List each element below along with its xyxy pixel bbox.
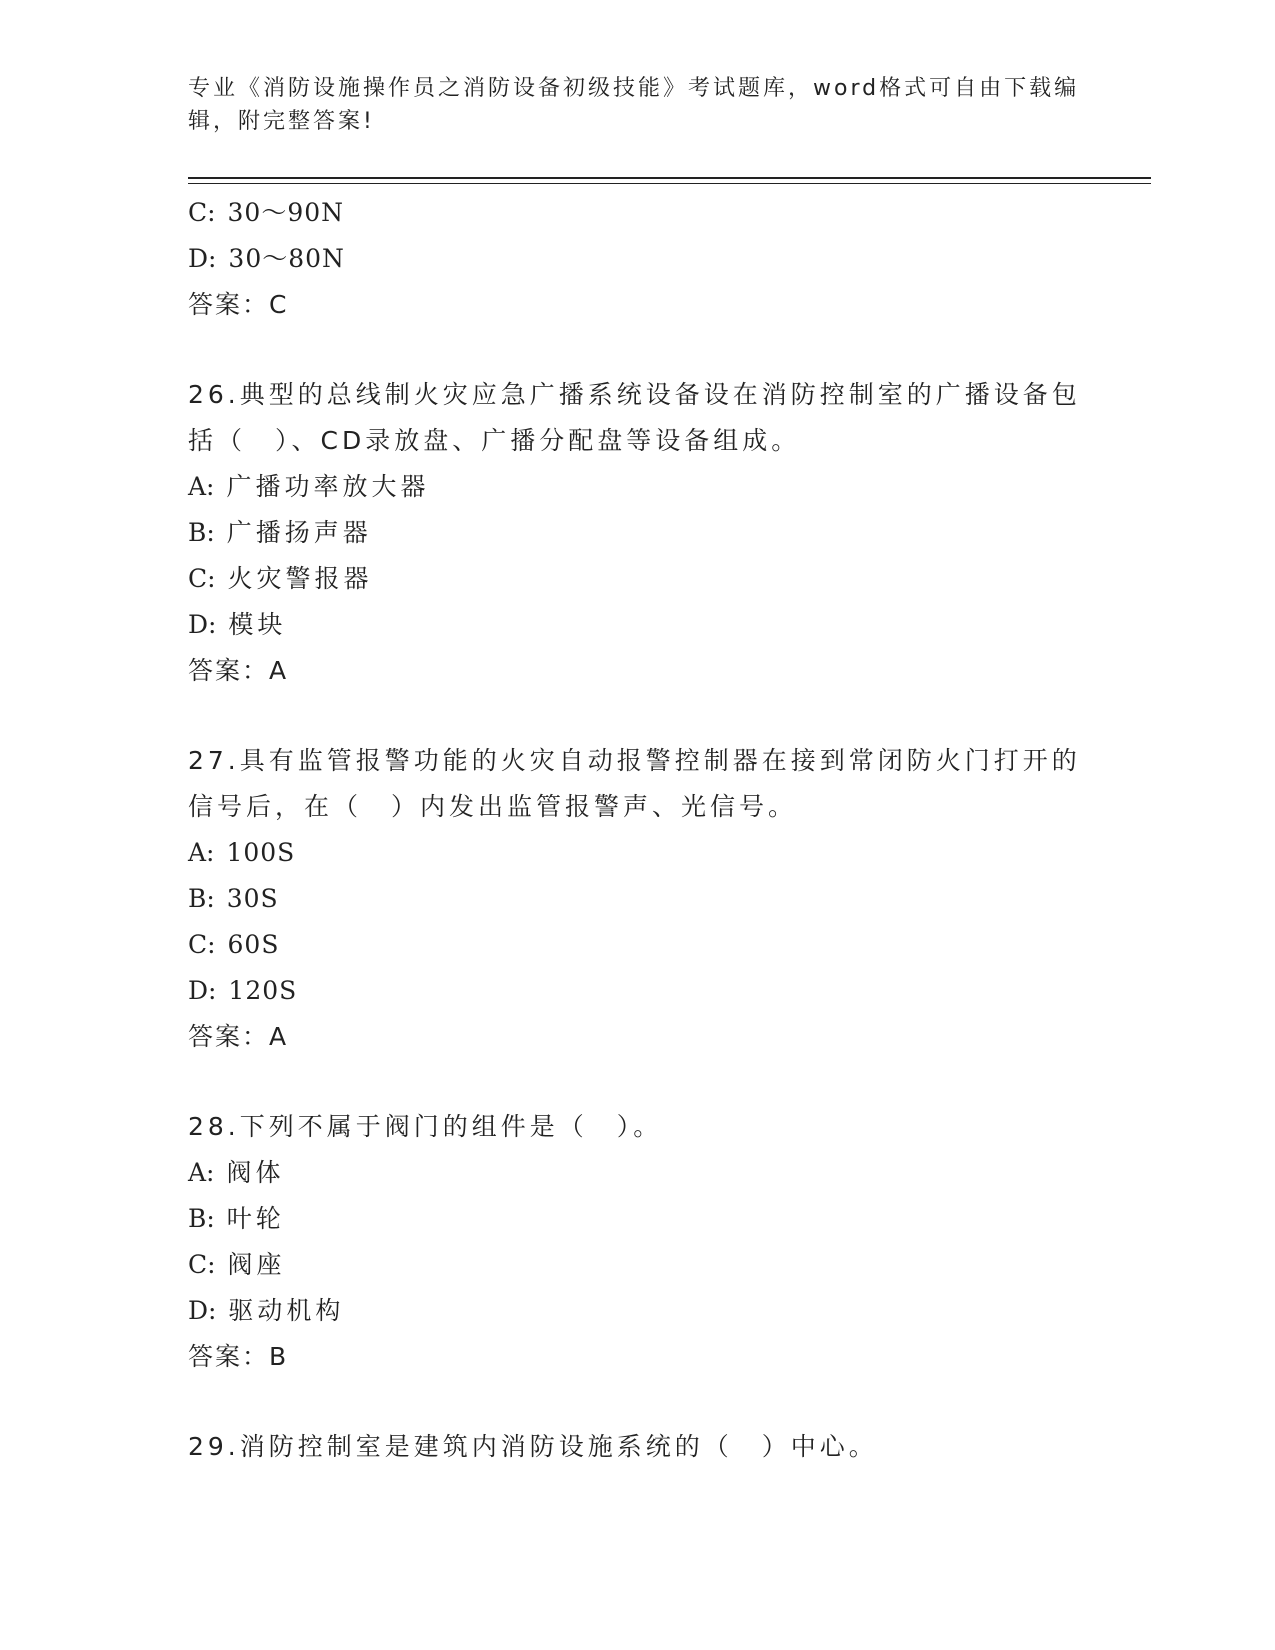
question-stem-line-2: 括（ ）、CD录放盘、广播分配盘等设备组成。 bbox=[188, 426, 801, 455]
question-25-tail bbox=[188, 190, 1088, 328]
question-stem bbox=[188, 738, 1088, 830]
question-28 bbox=[188, 1104, 1088, 1380]
option-b: B: 30S bbox=[188, 884, 279, 913]
question-27 bbox=[188, 738, 1088, 1060]
option-text: 60S bbox=[227, 930, 280, 959]
header-rule-thin bbox=[188, 183, 1151, 184]
answer-line: 答案：A bbox=[188, 1022, 289, 1051]
header-line-2: 辑，附完整答案! bbox=[188, 109, 375, 134]
option-d: D: 120S bbox=[188, 976, 298, 1005]
question-stem-line-1: 26.典型的总线制火灾应急广播系统设备设在消防控制室的广播设备包 bbox=[188, 380, 1081, 409]
question-stem bbox=[188, 1424, 1088, 1470]
option-text: 驱动机构 bbox=[228, 1296, 345, 1325]
option-d: D: 模块 bbox=[188, 610, 287, 639]
option-d: D: 驱动机构 bbox=[188, 1296, 345, 1325]
option-a: A: 阀体 bbox=[188, 1158, 285, 1187]
question-stem-line-1: 29.消防控制室是建筑内消防设施系统的（ ）中心。 bbox=[188, 1432, 878, 1461]
question-29 bbox=[188, 1424, 1088, 1470]
question-stem bbox=[188, 1104, 1088, 1150]
header-rule-thick bbox=[188, 177, 1151, 179]
question-stem bbox=[188, 372, 1088, 464]
answer-line: 答案：A bbox=[188, 656, 289, 685]
option-text: 30～90N bbox=[227, 198, 345, 227]
option-text: 模块 bbox=[228, 610, 287, 639]
option-c: C: 60S bbox=[188, 930, 280, 959]
option-text: 叶轮 bbox=[226, 1204, 285, 1233]
option-text: 阀座 bbox=[227, 1250, 286, 1279]
option-text: 120S bbox=[228, 976, 298, 1005]
option-text: 30S bbox=[226, 884, 279, 913]
option-d: D: 30～80N bbox=[188, 244, 345, 273]
option-text: 广播扬声器 bbox=[226, 518, 372, 547]
option-a: A: 广播功率放大器 bbox=[188, 472, 430, 501]
option-b: B: 叶轮 bbox=[188, 1204, 285, 1233]
option-b: B: 广播扬声器 bbox=[188, 518, 372, 547]
question-list bbox=[188, 190, 1088, 1470]
question-stem-line-2: 信号后，在（ ）内发出监管报警声、光信号。 bbox=[188, 792, 798, 821]
header-line-1: 专业《消防设施操作员之消防设备初级技能》考试题库，word格式可自由下载编 bbox=[188, 76, 1080, 101]
option-text: 广播功率放大器 bbox=[226, 472, 430, 501]
answer-line: 答案：C bbox=[188, 290, 289, 319]
question-26 bbox=[188, 372, 1088, 694]
option-text: 100S bbox=[226, 838, 296, 867]
option-a: A: 100S bbox=[188, 838, 296, 867]
option-c: C: 阀座 bbox=[188, 1250, 286, 1279]
option-text: 阀体 bbox=[226, 1158, 285, 1187]
document-header bbox=[188, 72, 1088, 138]
question-stem-line-1: 27.具有监管报警功能的火灾自动报警控制器在接到常闭防火门打开的 bbox=[188, 746, 1081, 775]
option-text: 火灾警报器 bbox=[227, 564, 373, 593]
option-c: C: 30～90N bbox=[188, 198, 345, 227]
answer-line: 答案：B bbox=[188, 1342, 289, 1371]
question-stem-line-1: 28.下列不属于阀门的组件是（ ）。 bbox=[188, 1112, 663, 1141]
option-text: 30～80N bbox=[228, 244, 345, 273]
option-c: C: 火灾警报器 bbox=[188, 564, 373, 593]
